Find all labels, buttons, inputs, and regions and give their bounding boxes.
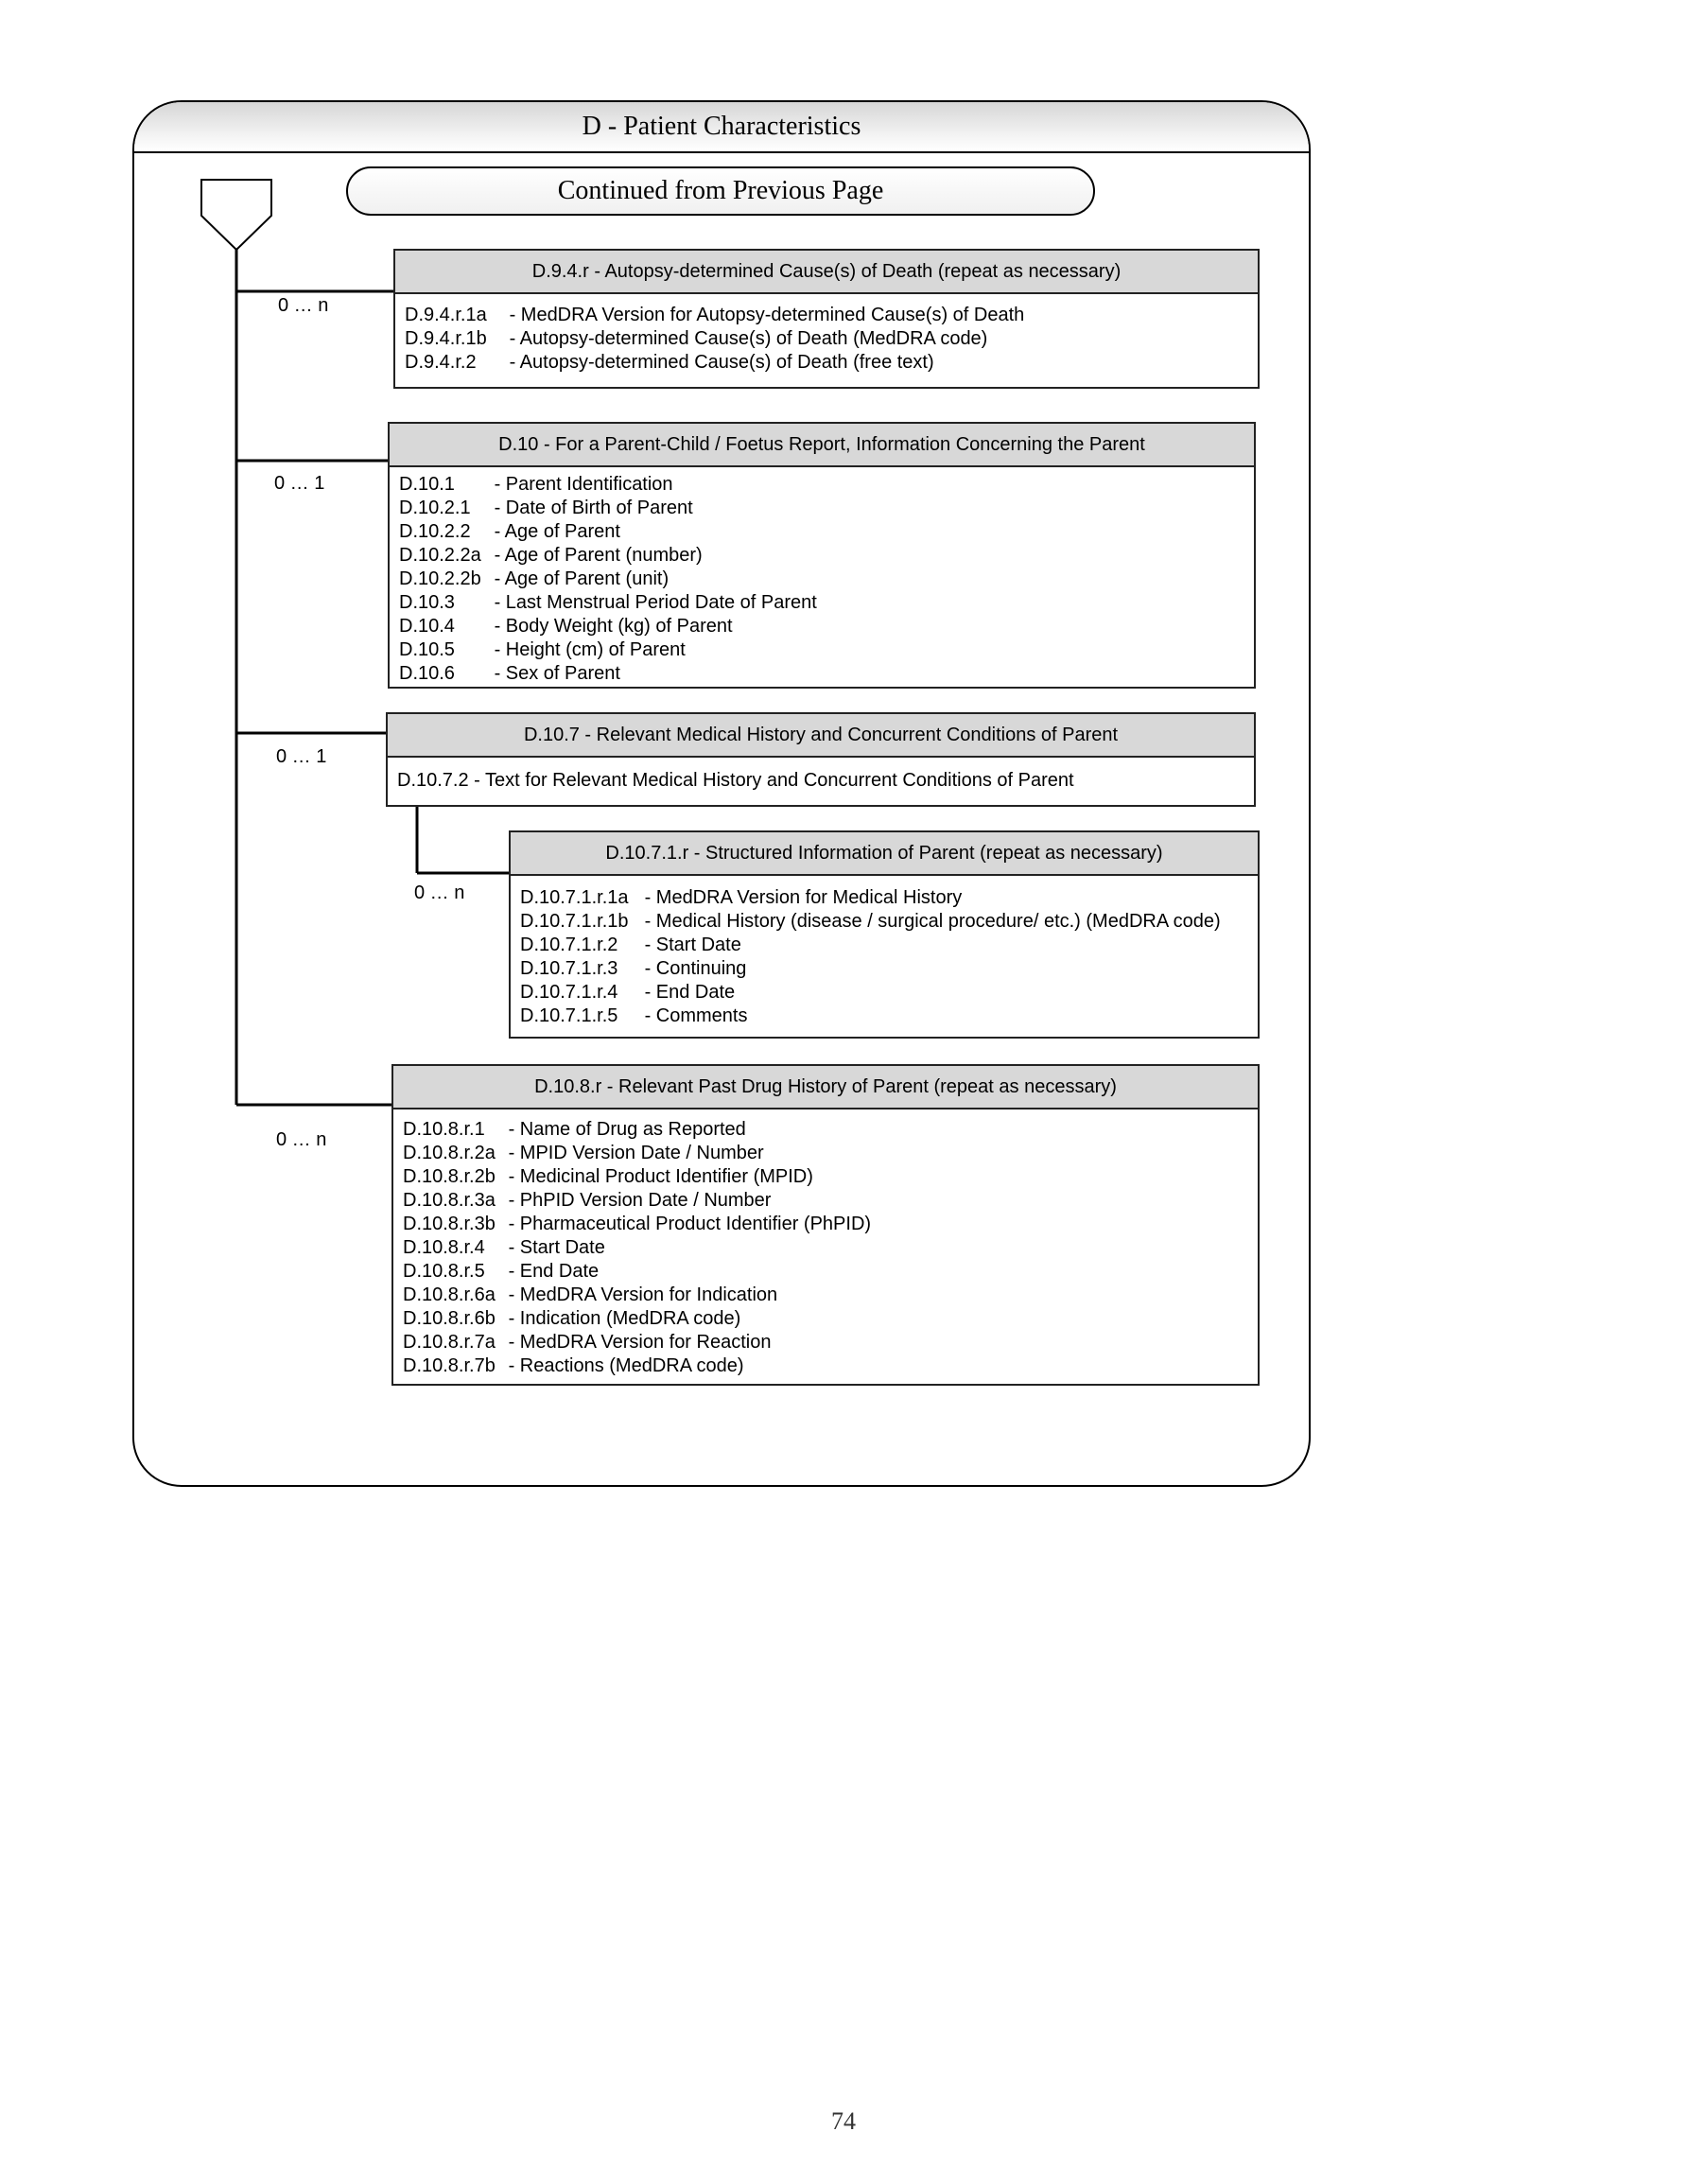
element-list [388, 758, 1254, 793]
element-row [520, 934, 1258, 957]
element-row [399, 497, 1254, 520]
element-description: - Age of Parent (number) [494, 545, 703, 566]
continued-from-previous-page-label: Continued from Previous Page [346, 166, 1095, 216]
element-row [520, 886, 1258, 910]
element-row [399, 615, 1254, 638]
element-description: - Height (cm) of Parent [494, 639, 686, 660]
section-title: D - Patient Characteristics [582, 112, 861, 141]
element-row [403, 1236, 1258, 1260]
element-code: D.10.3 [399, 592, 455, 613]
element-description: - Age of Parent (unit) [494, 568, 670, 589]
element-group-title: D.9.4.r - Autopsy-determined Cause(s) of Death (repeat as necessary) [395, 251, 1258, 294]
element-description: - Last Menstrual Period Date of Parent [494, 592, 817, 613]
element-description: - Indication (MedDRA code) [508, 1308, 741, 1329]
element-code: D.10.5 [399, 639, 455, 660]
page-number: 74 [831, 2107, 856, 2135]
element-description: - Text for Relevant Medical History and Concurrent Conditions of Parent [474, 770, 1074, 791]
element-description: - Autopsy-determined Cause(s) of Death (free text) [509, 352, 934, 373]
element-code: D.10.7.1.r.2 [520, 935, 618, 955]
cardinality-label: 0 … n [414, 882, 465, 903]
element-description: - MPID Version Date / Number [508, 1143, 764, 1163]
element-row [403, 1142, 1258, 1165]
element-code: D.10.1 [399, 474, 455, 495]
element-code: D.10.2.2a [399, 545, 481, 566]
element-code: D.10.4 [399, 616, 455, 637]
element-description: - Pharmaceutical Product Identifier (PhPID) [508, 1214, 872, 1234]
element-description: - Parent Identification [494, 474, 673, 495]
element-row [403, 1331, 1258, 1354]
element-row [399, 544, 1254, 568]
element-code: D.10.8.r.3b [403, 1214, 496, 1234]
cardinality-label: 0 … 1 [276, 746, 327, 767]
element-code: D.10.7.1.r.1b [520, 911, 629, 932]
element-description: - MedDRA Version for Indication [508, 1284, 778, 1305]
element-group-d1071r [509, 830, 1260, 1039]
element-row [399, 662, 1254, 686]
element-code: D.10.8.r.4 [403, 1237, 485, 1258]
element-row [403, 1189, 1258, 1213]
element-code: D.9.4.r.1b [405, 328, 487, 349]
element-description: - MedDRA Version for Reaction [508, 1332, 772, 1353]
element-row [403, 1165, 1258, 1189]
cardinality-label: 0 … 1 [274, 473, 325, 494]
element-description: - PhPID Version Date / Number [508, 1190, 772, 1211]
element-row [405, 327, 1258, 351]
element-code: D.10.8.r.6b [403, 1308, 496, 1329]
cardinality-label: 0 … n [278, 295, 329, 316]
element-code: D.10.7.1.r.1a [520, 887, 629, 908]
element-list [395, 294, 1258, 375]
element-row [520, 910, 1258, 934]
element-row [403, 1260, 1258, 1284]
element-code: D.10.7.1.r.5 [520, 1005, 618, 1026]
element-code: D.10.2.2b [399, 568, 481, 589]
element-code: D.10.2.2 [399, 521, 471, 542]
element-row [403, 1307, 1258, 1331]
element-description: - Medical History (disease / surgical procedure/ etc.) (MedDRA code) [644, 911, 1221, 932]
element-list [390, 467, 1254, 686]
element-description: - Name of Drug as Reported [508, 1119, 746, 1140]
element-group-title: D.10.7 - Relevant Medical History and Concurrent Conditions of Parent [388, 714, 1254, 758]
element-row [520, 981, 1258, 1005]
element-description: - Start Date [644, 935, 741, 955]
element-row [403, 1354, 1258, 1378]
element-row [520, 957, 1258, 981]
element-description: - Medicinal Product Identifier (MPID) [508, 1166, 813, 1187]
element-code: D.10.2.1 [399, 498, 471, 518]
element-row [403, 1118, 1258, 1142]
element-description: - Age of Parent [494, 521, 620, 542]
element-code: D.10.7.1.r.4 [520, 982, 618, 1003]
element-code: D.10.6 [399, 663, 455, 684]
element-code: D.10.8.r.2b [403, 1166, 496, 1187]
element-description: - End Date [508, 1261, 600, 1282]
element-group-d108r [391, 1064, 1260, 1386]
element-description: - End Date [644, 982, 736, 1003]
element-row [405, 304, 1258, 327]
element-code: D.10.7.2 [397, 770, 469, 791]
element-row [399, 568, 1254, 591]
element-row [399, 591, 1254, 615]
element-list [511, 876, 1258, 1028]
element-description: - Start Date [508, 1237, 605, 1258]
element-code: D.10.7.1.r.3 [520, 958, 618, 979]
element-description: - MedDRA Version for Autopsy-determined Cause(s) of Death [509, 305, 1025, 325]
element-row [403, 1213, 1258, 1236]
cardinality-label: 0 … n [276, 1129, 327, 1150]
element-description: - MedDRA Version for Medical History [644, 887, 963, 908]
element-description: - Continuing [644, 958, 747, 979]
element-group-d10 [388, 422, 1256, 689]
element-group-d107 [386, 712, 1256, 807]
element-description: - Comments [644, 1005, 748, 1026]
element-group-title: D.10.8.r - Relevant Past Drug History of Parent (repeat as necessary) [393, 1066, 1258, 1109]
element-code: D.10.8.r.7b [403, 1355, 496, 1376]
start-connector-shape [201, 180, 271, 250]
element-description: - Body Weight (kg) of Parent [494, 616, 733, 637]
element-code: D.10.8.r.3a [403, 1190, 496, 1211]
element-row [399, 473, 1254, 497]
element-description: - Autopsy-determined Cause(s) of Death (MedDRA code) [509, 328, 988, 349]
element-code: D.10.8.r.5 [403, 1261, 485, 1282]
element-group-title: D.10.7.1.r - Structured Information of Parent (repeat as necessary) [511, 832, 1258, 876]
element-code: D.10.8.r.7a [403, 1332, 496, 1353]
element-group-d94r [393, 249, 1260, 389]
element-code: D.10.8.r.2a [403, 1143, 496, 1163]
element-row [399, 520, 1254, 544]
element-list [393, 1109, 1258, 1378]
element-row [405, 351, 1258, 375]
element-description: - Date of Birth of Parent [494, 498, 693, 518]
element-code: D.10.8.r.1 [403, 1119, 485, 1140]
element-description: - Reactions (MedDRA code) [508, 1355, 744, 1376]
element-code: D.10.8.r.6a [403, 1284, 496, 1305]
element-code: D.9.4.r.1a [405, 305, 487, 325]
element-row [520, 1005, 1258, 1028]
element-row [397, 769, 1254, 793]
element-row [399, 638, 1254, 662]
element-row [403, 1284, 1258, 1307]
element-description: - Sex of Parent [494, 663, 620, 684]
element-code: D.9.4.r.2 [405, 352, 477, 373]
element-group-title: D.10 - For a Parent-Child / Foetus Report, Information Concerning the Parent [390, 424, 1254, 467]
